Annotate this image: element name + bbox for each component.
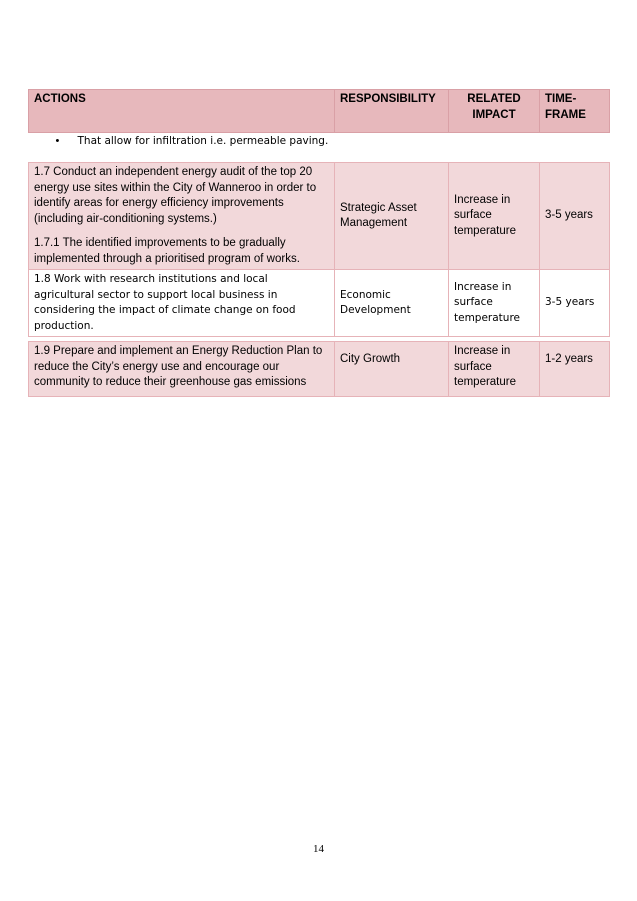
header-related-impact: RELATED IMPACT xyxy=(449,90,540,133)
page-number: 14 xyxy=(313,843,324,855)
bullet-dot-icon: • xyxy=(55,135,60,147)
impact-cell: Increase in surface temperature xyxy=(449,270,540,337)
action-cell: 1.8 Work with research institutions and local agricultural sector to support local business in considering the impact of climate change on food production. xyxy=(29,270,335,337)
responsibility-cell: Strategic Asset Management xyxy=(335,163,449,270)
table-row xyxy=(29,342,610,397)
impact-cell: Increase in surface temperature xyxy=(449,342,540,397)
action-cell: 1.9 Prepare and implement an Energy Reduction Plan to reduce the City’s energy use and encourage our community to reduce their greenhouse gas emissions xyxy=(29,342,335,397)
time-frame-cell: 3-5 years xyxy=(540,270,610,337)
responsibility-cell: Economic Development xyxy=(335,270,449,337)
table-header-row xyxy=(29,90,610,133)
action-cell xyxy=(29,163,335,270)
time-frame-cell: 1-2 years xyxy=(540,342,610,397)
actions-table xyxy=(28,89,610,397)
action-text: 1.7 Conduct an independent energy audit of the top 20 energy use sites within the City of Wanneroo in order to identify areas for energy efficiency improvements (including air-conditioning systems.) xyxy=(34,166,317,225)
header-responsibility: RESPONSIBILITY xyxy=(335,90,449,133)
header-actions: ACTIONS xyxy=(29,90,335,133)
actions-table-container xyxy=(28,89,609,397)
impact-cell: Increase in surface temperature xyxy=(449,163,540,270)
bullet-text: That allow for infiltration i.e. permeable paving. xyxy=(77,135,329,147)
header-time-frame: TIME-FRAME xyxy=(540,90,610,133)
bullet-item xyxy=(34,134,605,150)
responsibility-cell: City Growth xyxy=(335,342,449,397)
table-row xyxy=(29,163,610,270)
table-row xyxy=(29,270,610,337)
time-frame-cell: 3-5 years xyxy=(540,163,610,270)
bullet-row xyxy=(29,133,610,159)
sub-action-text: 1.7.1 The identified improvements to be gradually implemented through a prioritised program of works. xyxy=(34,237,300,265)
